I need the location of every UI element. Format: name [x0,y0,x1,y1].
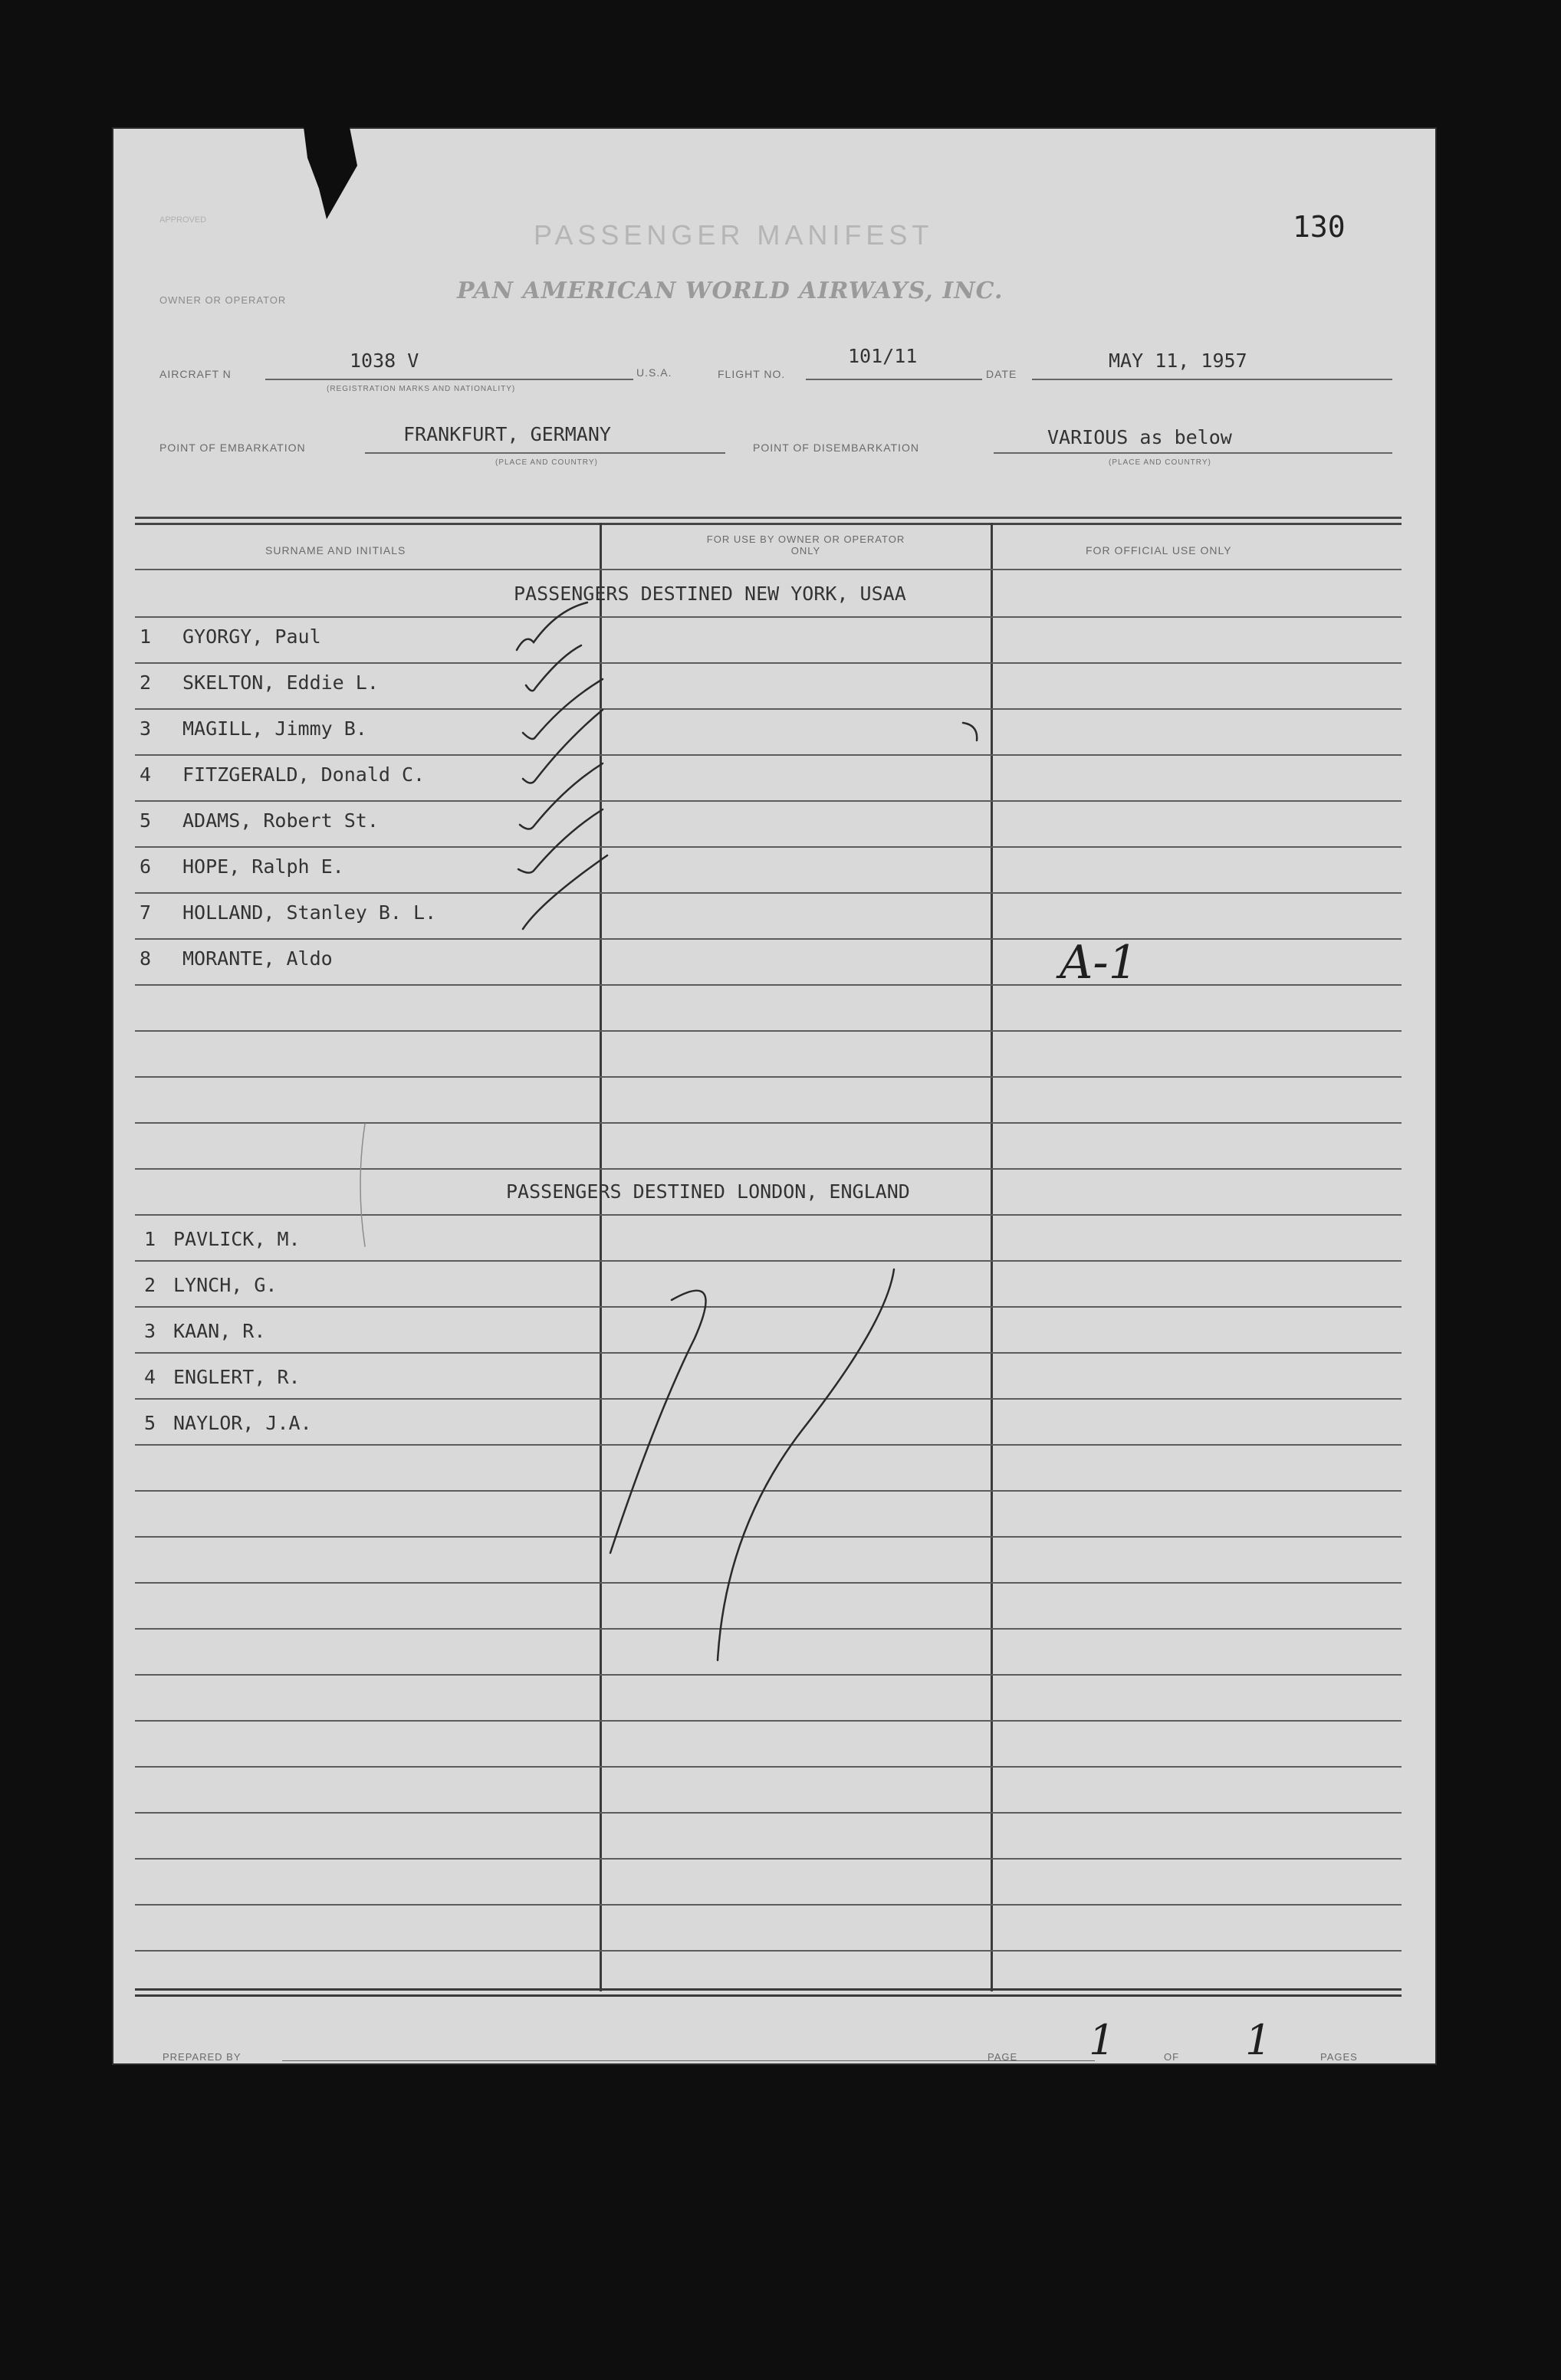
passenger-name: ENGLERT, R. [173,1366,301,1388]
passenger-number: 2 [140,671,152,694]
date-label: DATE [986,368,1017,380]
prepared-label: PREPARED BY [163,2051,242,2063]
group-heading-london: PASSENGERS DESTINED LONDON, ENGLAND [506,1180,910,1203]
small-tick-mark [963,723,977,740]
passenger-name: GYORGY, Paul [182,625,321,648]
embark-value: FRANKFURT, GERMANY [403,423,611,445]
passenger-number: 8 [140,947,152,970]
passenger-name: LYNCH, G. [173,1274,278,1296]
passenger-name: ADAMS, Robert St. [182,809,379,832]
large-stroke-mark [610,1291,706,1553]
disembark-label: POINT OF DISEMBARKATION [753,442,919,454]
check-mark [526,645,581,691]
flight-label: FLIGHT NO. [718,368,786,380]
official-mark: A-1 [1060,936,1138,990]
embark-label: POINT OF EMBARKATION [159,442,306,454]
handwritten-marks [112,127,1437,2065]
disembark-value: VARIOUS as below [1047,426,1232,448]
check-mark [518,809,603,873]
passenger-number: 4 [140,763,152,786]
column-official-use: FOR OFFICIAL USE ONLY [1086,544,1232,556]
disembark-place-caption: (PLACE AND COUNTRY) [1109,458,1211,467]
passenger-number: 2 [144,1274,156,1296]
passenger-name: MAGILL, Jimmy B. [182,717,367,740]
registration-caption: (REGISTRATION MARKS AND NATIONALITY) [327,385,516,393]
flight-value: 101/11 [848,345,918,367]
passenger-number: 3 [140,717,152,740]
form-title: PASSENGER MANIFEST [534,219,934,251]
aircraft-value: 1038 V [350,350,419,372]
aircraft-label: AIRCRAFT N [159,368,232,380]
manifest-sheet [112,127,1437,2065]
check-mark [523,855,607,929]
usa-label: U.S.A. [636,366,672,379]
of-label: OF [1164,2051,1180,2063]
embark-place-caption: (PLACE AND COUNTRY) [495,458,598,467]
of-value: 1 [1245,2016,1272,2064]
faint-curve-mark [360,1124,365,1246]
page-value: 1 [1089,2016,1116,2064]
owner-value: PAN AMERICAN WORLD AIRWAYS, INC. [457,277,1004,304]
passenger-number: 1 [140,625,152,648]
date-value: MAY 11, 1957 [1109,350,1247,372]
passenger-name: HOPE, Ralph E. [182,855,344,878]
passenger-name: SKELTON, Eddie L. [182,671,379,694]
approval-stamp: APPROVED [159,215,207,225]
passenger-number: 4 [144,1366,156,1388]
passenger-name: KAAN, R. [173,1320,266,1342]
passenger-number: 1 [144,1228,156,1250]
passenger-name: NAYLOR, J.A. [173,1412,312,1434]
large-stroke-mark [718,1269,894,1660]
passenger-number: 3 [144,1320,156,1342]
passenger-number: 6 [140,855,152,878]
group-heading-new-york: PASSENGERS DESTINED NEW YORK, USAA [514,583,906,605]
column-owner-use: FOR USE BY OWNER OR OPERATOR ONLY [706,533,905,556]
check-mark [517,602,587,650]
page-number: 130 [1293,210,1346,244]
passenger-number: 7 [140,901,152,924]
page-label: PAGE [988,2051,1018,2063]
passenger-name: FITZGERALD, Donald C. [182,763,426,786]
passenger-number: 5 [140,809,152,832]
pages-label: PAGES [1320,2051,1358,2063]
column-surname: SURNAME AND INITIALS [265,544,406,556]
passenger-number: 5 [144,1412,156,1434]
passenger-name: HOLLAND, Stanley B. L. [182,901,437,924]
passenger-name: PAVLICK, M. [173,1228,301,1250]
check-mark [520,763,603,829]
passenger-name: MORANTE, Aldo [182,947,333,970]
owner-label: OWNER OR OPERATOR [159,294,287,306]
